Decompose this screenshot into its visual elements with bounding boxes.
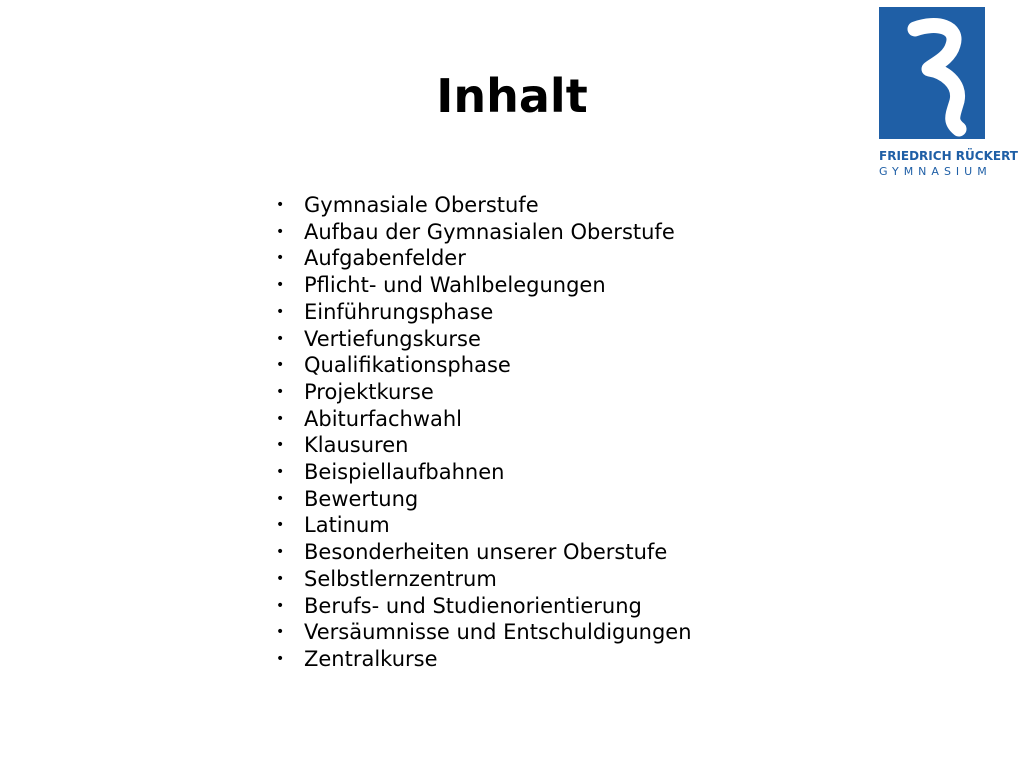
toc-item-label: Vertiefungskurse: [304, 326, 481, 351]
table-of-contents: [276, 192, 692, 673]
toc-item-label: Selbstlernzentrum: [304, 566, 497, 591]
toc-item: [276, 459, 692, 486]
bullet-icon: •: [276, 490, 285, 507]
bullet-icon: •: [276, 303, 285, 320]
toc-item: [276, 219, 692, 246]
bullet-icon: •: [276, 544, 285, 561]
slide-title: Inhalt: [436, 69, 588, 123]
bullet-icon: •: [276, 410, 285, 427]
bullet-icon: •: [276, 330, 285, 347]
bullet-icon: •: [276, 597, 285, 614]
bullet-icon: •: [276, 357, 285, 374]
toc-item-label: Pflicht- und Wahlbelegungen: [304, 273, 606, 298]
bullet-icon: •: [276, 197, 285, 213]
bullet-icon: •: [276, 517, 285, 534]
bullet-icon: •: [276, 624, 285, 641]
toc-item-label: Latinum: [304, 513, 390, 538]
toc-item: [276, 432, 692, 459]
bullet-icon: •: [276, 650, 285, 667]
school-logo-mark-icon: [879, 7, 985, 139]
toc-item-label: Abiturfachwahl: [304, 406, 463, 431]
toc-item: [276, 326, 692, 353]
toc-item: [276, 379, 692, 406]
bullet-icon: •: [276, 464, 285, 481]
toc-item: [276, 272, 692, 299]
bullet-icon: •: [276, 277, 285, 294]
toc-item-label: Besonderheiten unserer Oberstufe: [304, 540, 668, 565]
toc-item: [276, 539, 692, 566]
toc-item-label: Projektkurse: [304, 379, 434, 404]
toc-item-label: Bewertung: [304, 486, 419, 511]
toc-item: [276, 299, 692, 326]
toc-item: [276, 245, 692, 272]
toc-item-label: Zentralkurse: [304, 646, 438, 671]
toc-item-label: Klausuren: [304, 433, 409, 458]
toc-item-label: Beispiellaufbahnen: [304, 460, 505, 485]
bullet-icon: •: [276, 437, 285, 454]
toc-item-label: Versäumnisse und Entschuldigungen: [304, 620, 692, 645]
bullet-icon: •: [276, 223, 285, 240]
toc-item-label: Aufgabenfelder: [304, 246, 466, 271]
toc-item: [276, 406, 692, 433]
school-logo-subtitle: GYMNASIUM: [879, 165, 992, 178]
toc-item-label: Gymnasiale Oberstufe: [304, 193, 539, 217]
toc-item: [276, 593, 692, 620]
toc-item: [276, 192, 692, 219]
school-logo: [879, 7, 1018, 179]
toc-item: [276, 512, 692, 539]
toc-item: [276, 352, 692, 379]
school-logo-name: FRIEDRICH RÜCKERT: [879, 149, 1018, 163]
bullet-icon: •: [276, 250, 285, 267]
toc-item-label: Einführungsphase: [304, 299, 494, 324]
bullet-icon: •: [276, 570, 285, 587]
bullet-icon: •: [276, 383, 285, 400]
toc-item: [276, 486, 692, 513]
toc-item-label: Berufs- und Studienorientierung: [304, 593, 642, 618]
toc-item: [276, 646, 692, 673]
toc-item: [276, 566, 692, 593]
toc-item: [276, 619, 692, 646]
toc-item-label: Aufbau der Gymnasialen Oberstufe: [304, 219, 675, 244]
toc-item-label: Qualifikationsphase: [304, 353, 511, 378]
